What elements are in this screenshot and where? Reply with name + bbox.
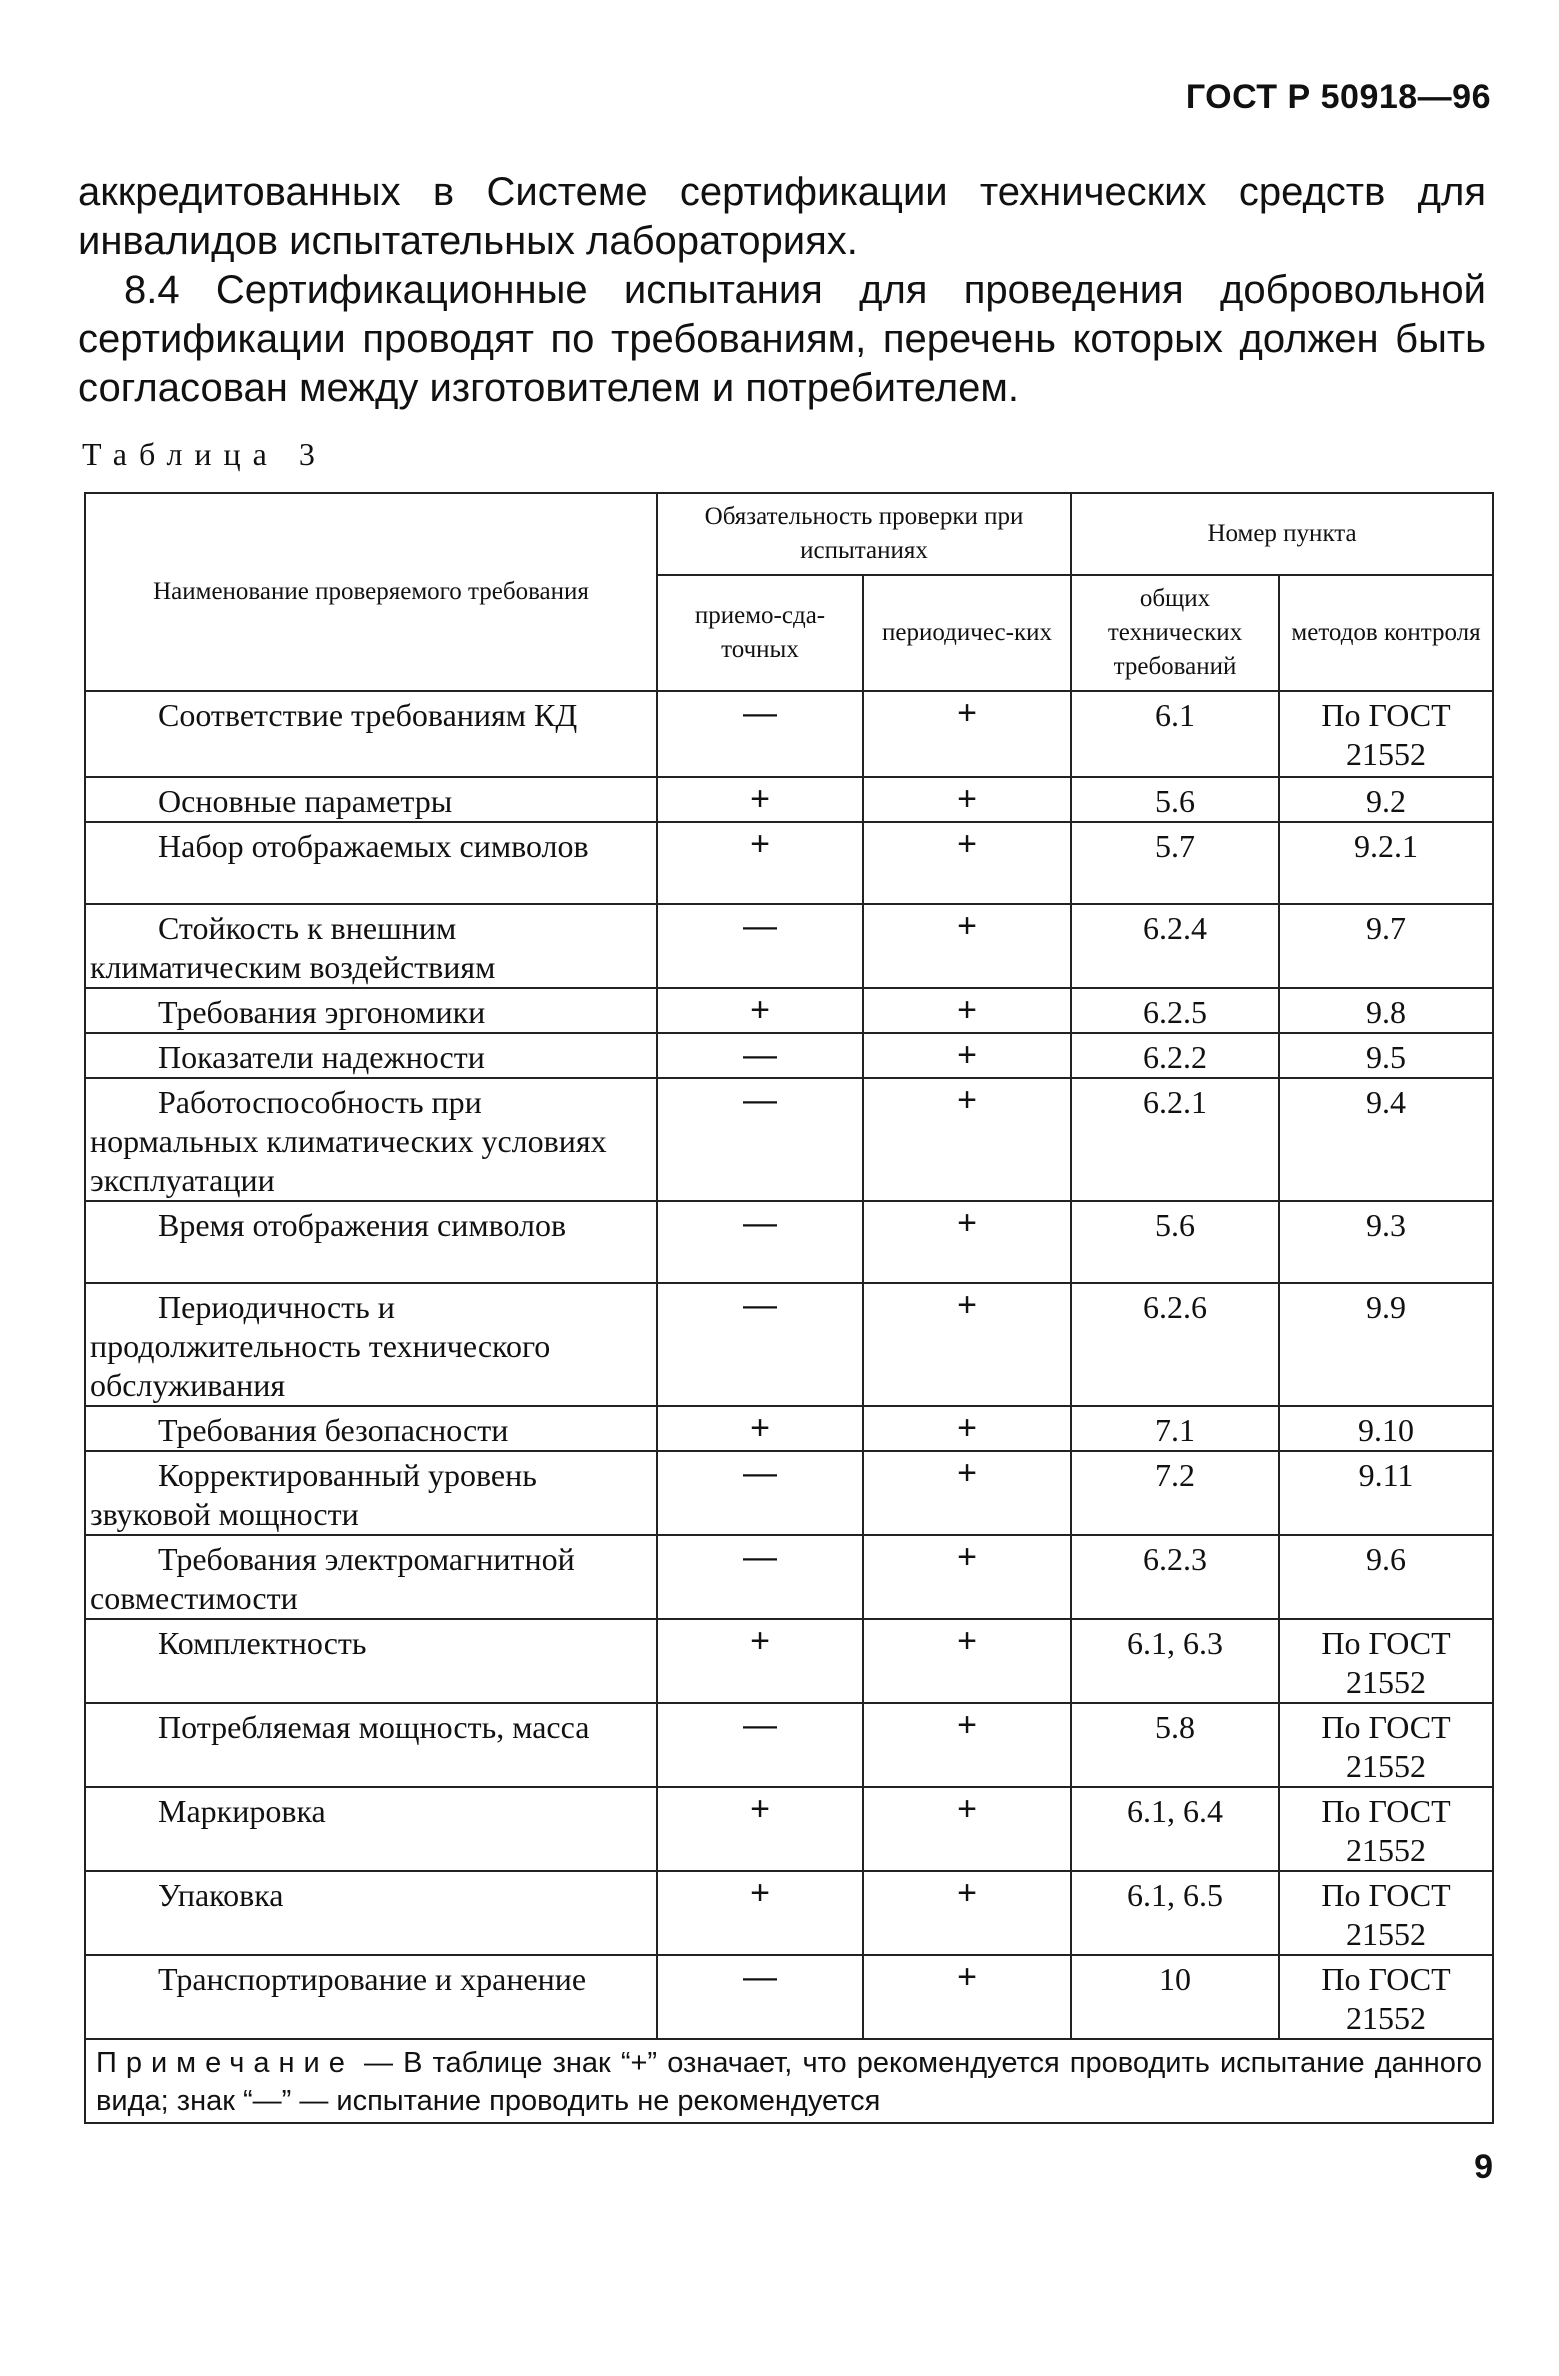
general-clause-cell: 6.2.1 (1071, 1078, 1279, 1201)
methods-clause-cell: 9.6 (1279, 1535, 1493, 1619)
note-text: — В таблице знак “+” означает, что рекомендуется проводить испытание данного вида; знак “—” — испытание проводить не рекомендуется (96, 2047, 1483, 2117)
acceptance-cell: + (657, 988, 863, 1033)
requirement-cell: Периодичность и продолжительность технического обслуживания (90, 1289, 551, 1403)
periodic-cell: + (863, 1078, 1071, 1201)
note-label: Примечание (96, 2047, 354, 2079)
periodic-cell: + (863, 777, 1071, 822)
requirement-cell: Требования безопасности (158, 1412, 509, 1448)
acceptance-cell: — (657, 1033, 863, 1078)
periodic-cell: + (863, 822, 1071, 904)
requirement-cell: Транспортирование и хранение (158, 1961, 587, 1997)
general-clause-cell: 7.2 (1071, 1451, 1279, 1535)
requirement-cell: Работоспособность при нормальных климатических условиях эксплуатации (90, 1084, 607, 1198)
general-clause-cell: 6.1, 6.4 (1071, 1787, 1279, 1871)
table-row (85, 1619, 1493, 1703)
header-clause-group: Номер пункта (1071, 493, 1493, 575)
table-note-row (85, 2039, 1493, 2123)
table-row (85, 777, 1493, 822)
general-clause-cell: 6.2.4 (1071, 904, 1279, 988)
methods-clause-cell: 9.2 (1279, 777, 1493, 822)
methods-clause-cell: 9.4 (1279, 1078, 1493, 1201)
methods-clause-cell: 9.7 (1279, 904, 1493, 988)
acceptance-cell: — (657, 1703, 863, 1787)
table-row (85, 1078, 1493, 1201)
general-clause-cell: 6.1 (1071, 691, 1279, 777)
table-row (85, 988, 1493, 1033)
requirements-table (84, 492, 1494, 2124)
periodic-cell: + (863, 1283, 1071, 1406)
methods-clause-cell: 9.10 (1279, 1406, 1493, 1451)
acceptance-cell: + (657, 1619, 863, 1703)
methods-clause-cell: 9.8 (1279, 988, 1493, 1033)
general-clause-cell: 5.6 (1071, 1201, 1279, 1283)
requirement-cell: Требования электромагнитной совместимости (90, 1541, 575, 1616)
methods-clause-cell: По ГОСТ 21552 (1279, 1619, 1493, 1703)
acceptance-cell: — (657, 1078, 863, 1201)
acceptance-cell: — (657, 904, 863, 988)
acceptance-cell: + (657, 1787, 863, 1871)
acceptance-cell: + (657, 1871, 863, 1955)
table-row (85, 1787, 1493, 1871)
methods-clause-cell: 9.5 (1279, 1033, 1493, 1078)
requirement-cell: Основные параметры (158, 783, 453, 819)
requirement-cell: Маркировка (158, 1793, 326, 1829)
table-row (85, 1451, 1493, 1535)
general-clause-cell: 10 (1071, 1955, 1279, 2039)
periodic-cell: + (863, 1033, 1071, 1078)
requirement-cell: Время отображения символов (158, 1207, 567, 1243)
table-note (85, 2039, 1493, 2123)
acceptance-cell: — (657, 1955, 863, 2039)
periodic-cell: + (863, 1201, 1071, 1283)
acceptance-cell: — (657, 1535, 863, 1619)
general-clause-cell: 5.8 (1071, 1703, 1279, 1787)
paragraph-continuation: аккредитованных в Системе сертификации технических средств для инвалидов испытательных лабораториях. (78, 170, 1486, 263)
requirement-cell: Требования эргономики (158, 994, 486, 1030)
acceptance-cell: + (657, 822, 863, 904)
acceptance-cell: + (657, 777, 863, 822)
table-row (85, 1535, 1493, 1619)
header-requirement: Наименование проверяемого требования (85, 493, 657, 691)
general-clause-cell: 6.2.3 (1071, 1535, 1279, 1619)
periodic-cell: + (863, 1787, 1071, 1871)
table-row (85, 1283, 1493, 1406)
general-clause-cell: 7.1 (1071, 1406, 1279, 1451)
requirement-cell: Показатели надежности (158, 1039, 485, 1075)
methods-clause-cell: По ГОСТ 21552 (1279, 1787, 1493, 1871)
header-acceptance: приемо-сда-точных (657, 575, 863, 691)
table-row (85, 1033, 1493, 1078)
periodic-cell: + (863, 1406, 1071, 1451)
table-row (85, 1201, 1493, 1283)
periodic-cell: + (863, 1451, 1071, 1535)
acceptance-cell: — (657, 691, 863, 777)
periodic-cell: + (863, 1703, 1071, 1787)
requirement-cell: Соответствие требованиям КД (158, 697, 578, 733)
page-number: 9 (1474, 2148, 1493, 2186)
header-check-group: Обязательность проверки при испытаниях (657, 493, 1071, 575)
acceptance-cell: — (657, 1201, 863, 1283)
periodic-cell: + (863, 1871, 1071, 1955)
general-clause-cell: 6.2.5 (1071, 988, 1279, 1033)
table-row (85, 1871, 1493, 1955)
general-clause-cell: 6.1, 6.5 (1071, 1871, 1279, 1955)
requirement-cell: Стойкость к внешним климатическим воздействиям (90, 910, 496, 985)
table-row (85, 822, 1493, 904)
periodic-cell: + (863, 904, 1071, 988)
table-row (85, 691, 1493, 777)
acceptance-cell: — (657, 1283, 863, 1406)
header-methods: методов контроля (1279, 575, 1493, 691)
methods-clause-cell: По ГОСТ 21552 (1279, 1703, 1493, 1787)
requirement-cell: Комплектность (158, 1625, 367, 1661)
header-general: общих технических требований (1071, 575, 1279, 691)
table-caption: Таблица 3 (82, 436, 327, 472)
periodic-cell: + (863, 1535, 1071, 1619)
methods-clause-cell: По ГОСТ 21552 (1279, 1955, 1493, 2039)
periodic-cell: + (863, 988, 1071, 1033)
header-periodic: периодичес-ких (863, 575, 1071, 691)
document-code-header: ГОСТ Р 50918—96 (1185, 78, 1491, 116)
acceptance-cell: — (657, 1451, 863, 1535)
general-clause-cell: 6.1, 6.3 (1071, 1619, 1279, 1703)
table-row (85, 1703, 1493, 1787)
acceptance-cell: + (657, 1406, 863, 1451)
methods-clause-cell: 9.3 (1279, 1201, 1493, 1283)
requirements-table-container (84, 492, 1492, 2124)
general-clause-cell: 5.6 (1071, 777, 1279, 822)
periodic-cell: + (863, 1619, 1071, 1703)
general-clause-cell: 6.2.2 (1071, 1033, 1279, 1078)
general-clause-cell: 5.7 (1071, 822, 1279, 904)
paragraph-8-4: 8.4 Сертификационные испытания для проведения добровольной сертификации проводят по требованиям, перечень которых должен быть согласован между изготовителем и потребителем. (78, 268, 1486, 410)
table-row (85, 1406, 1493, 1451)
requirement-cell: Упаковка (158, 1877, 284, 1913)
table-row (85, 1955, 1493, 2039)
periodic-cell: + (863, 691, 1071, 777)
table-row (85, 904, 1493, 988)
methods-clause-cell: 9.2.1 (1279, 822, 1493, 904)
methods-clause-cell: По ГОСТ 21552 (1279, 691, 1493, 777)
requirement-cell: Корректированный уровень звуковой мощности (90, 1457, 537, 1532)
methods-clause-cell: 9.9 (1279, 1283, 1493, 1406)
requirement-cell: Потребляемая мощность, масса (158, 1709, 590, 1745)
methods-clause-cell: 9.11 (1279, 1451, 1493, 1535)
general-clause-cell: 6.2.6 (1071, 1283, 1279, 1406)
periodic-cell: + (863, 1955, 1071, 2039)
requirement-cell: Набор отображаемых символов (158, 828, 589, 864)
methods-clause-cell: По ГОСТ 21552 (1279, 1871, 1493, 1955)
